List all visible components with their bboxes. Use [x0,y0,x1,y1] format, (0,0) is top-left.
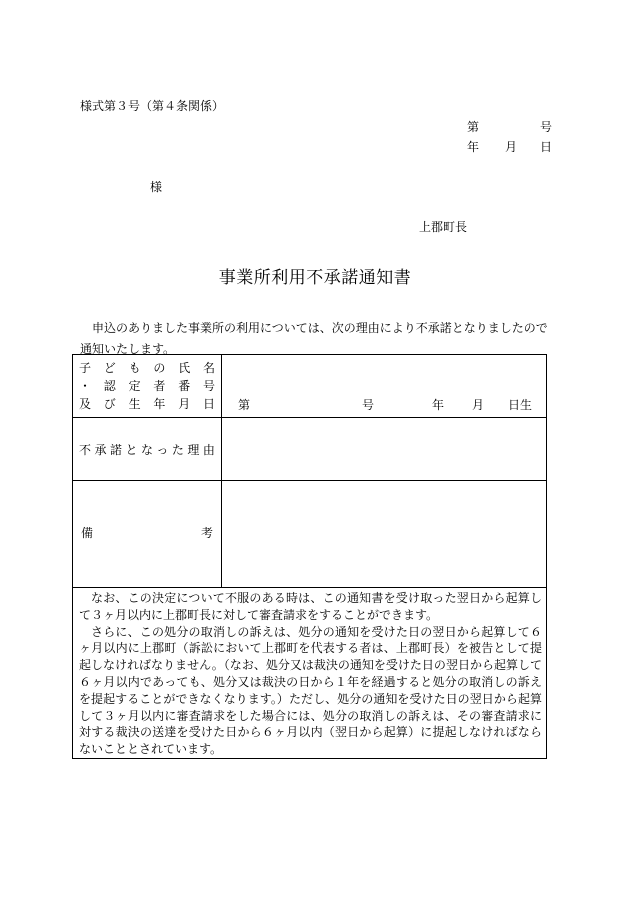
label-line-2 [73,377,221,395]
date-day: 日 [540,140,553,154]
label-char: 生 [128,397,141,411]
appeal-note-2: さらに、この処分の取消しの訴えは、処分の通知を受けた日の翌日から起算して６ヶ月以内に上郡町（訴訟において上郡町を代表する者は、上郡町長）を被告として提起しなければなりません。（なお、処分又は裁決の通知を受けた日の翌日から起算して６ヶ月以内であっても、処分又は裁決の日から１年を経過すると処分の取消しの訴えを提起することができなくなります。）ただし、処分の通知を受けた日の翌日から起算して３ヶ月以内に審査請求をした場合には、処分の取消しの訴えは、その審査請求に対する裁決の送達を受けた日から６ヶ月以内（翌日から起算）に提起しなければならないこととされています。 [79,624,542,757]
child-info-value-cell[interactable] [222,355,547,418]
birth-year-label: 年 [432,398,445,412]
appeal-notes [73,588,546,758]
number-suffix: 号 [540,120,553,134]
label-char: な [140,443,153,457]
recipient-suffix: 様 [150,180,163,194]
number-prefix: 第 [467,120,480,134]
document-title: 事業所利用不承諾通知書 [218,268,412,288]
remarks-label [73,524,221,542]
date-year: 年 [467,140,480,154]
label-char: 備 [81,526,94,540]
birth-line [222,355,546,417]
label-char: 名 [202,361,215,375]
notification-table [72,354,547,759]
label-char: 番 [178,379,191,393]
label-char: 年 [153,397,166,411]
date-month: 月 [505,140,518,154]
table-row-child-info [73,355,547,418]
label-char: 及 [79,397,92,411]
label-char: っ [156,443,169,457]
form-code: 様式第３号（第４条関係） [80,99,225,113]
child-info-label-cell [73,355,222,418]
cert-number-suffix: 号 [362,398,375,412]
label-line-3 [73,395,221,413]
issuer: 上郡町長 [419,220,468,234]
appeal-note-1: なお、この決定について不服のある時は、この通知書を受け取った翌日から起算して３ヶ月以内に上郡町長に対して審査請求をすることができます。 [79,591,542,622]
label-char: 月 [178,397,191,411]
label-char: 号 [202,379,215,393]
label-char: 定 [128,379,141,393]
intro-text: 申込のありました事業所の利用については、次の理由により不承諾となりましたので通知いたします。 [80,321,548,356]
label-char: ・ [79,379,92,393]
cert-number-prefix: 第 [238,398,251,412]
label-char: 理 [187,443,200,457]
label-char: の [153,361,166,375]
label-char: ど [103,361,116,375]
label-char: 承 [94,443,107,457]
remarks-value-cell[interactable] [222,481,547,588]
label-char: 氏 [178,361,191,375]
label-char: 日 [202,397,215,411]
birth-day-label: 日生 [508,398,533,412]
reason-label [73,441,221,459]
table-row-reason [73,418,547,481]
label-line-1 [73,355,221,377]
table-row-remarks [73,481,547,588]
notes-cell [73,588,547,759]
label-char: 考 [200,526,213,540]
birth-month-label: 月 [472,398,485,412]
reason-value-cell[interactable] [222,418,547,481]
label-char: 不 [79,443,92,457]
label-char: と [125,443,138,457]
table-row-notes [73,588,547,759]
reason-label-cell [73,418,222,481]
label-char: も [128,361,141,375]
label-char: 子 [79,361,92,375]
label-char: び [103,397,116,411]
label-char: 認 [103,379,116,393]
label-char: 由 [202,443,215,457]
label-char: 諾 [109,443,122,457]
label-char: 者 [153,379,166,393]
label-char: た [171,443,184,457]
remarks-label-cell [73,481,222,588]
